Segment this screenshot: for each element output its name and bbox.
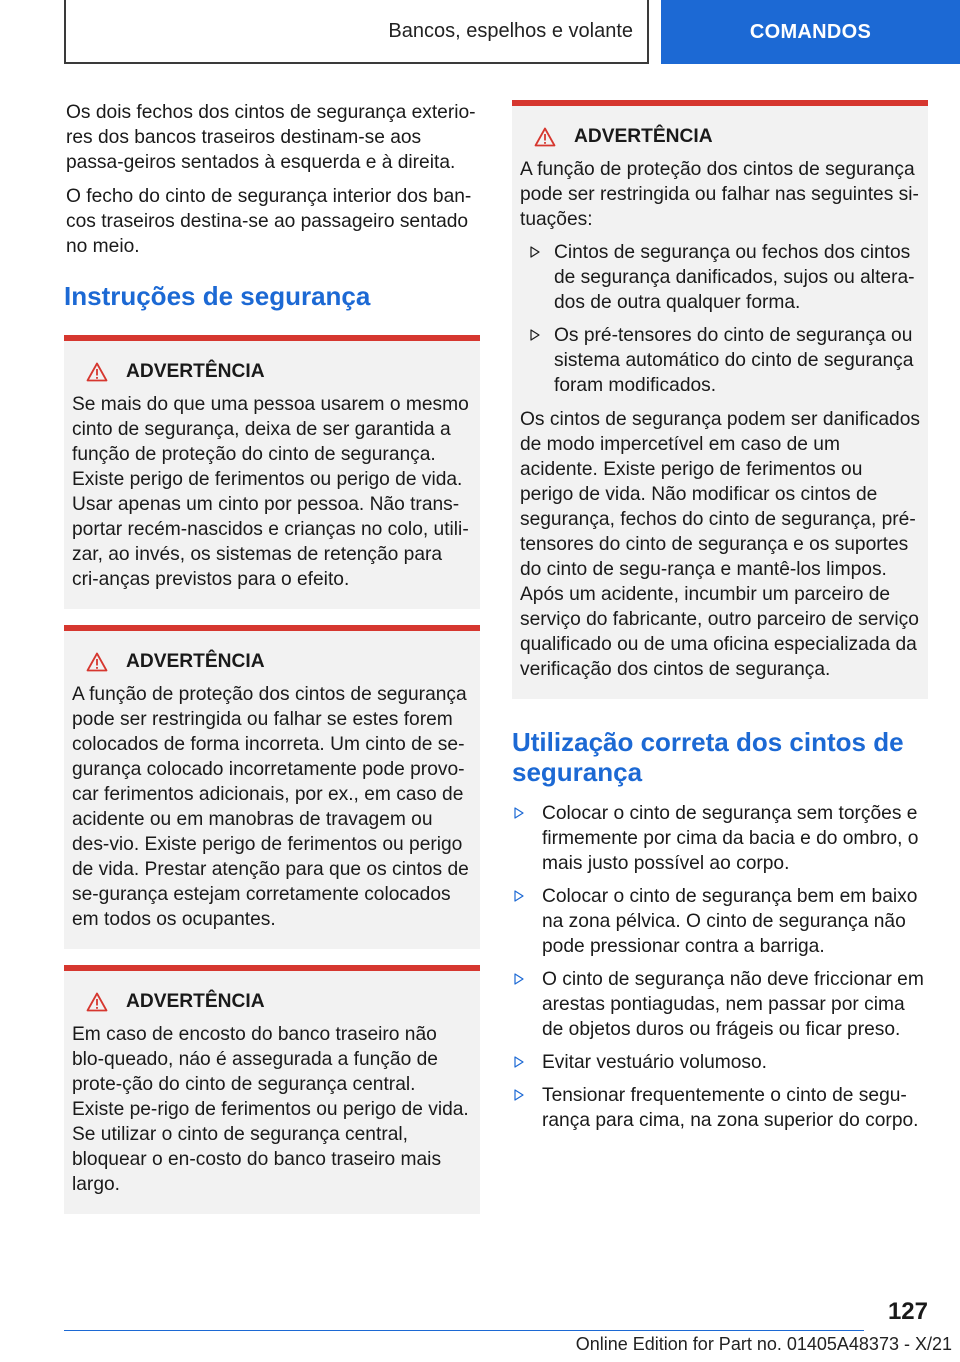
list-item-text: Tensionar frequentemente o cinto de segu-rança para cima, na zona superior do corpo.	[542, 1085, 919, 1131]
correct-use-list	[512, 801, 928, 1133]
warning-bullet-list	[520, 240, 920, 398]
list-item	[512, 1050, 928, 1075]
warning-title: ADVERTÊNCIA	[126, 991, 265, 1012]
footer-edition: Online Edition for Part no. 01405A48373 - X/21	[575, 1334, 952, 1354]
warning-header	[72, 359, 472, 384]
list-item-text: Evitar vestuário volumoso.	[542, 1052, 768, 1073]
left-column	[64, 100, 480, 1230]
intro-paragraph-1: Os dois fechos dos cintos de segurança exterio-res dos bancos traseiros destinam-se aos passa-geiros sentados à esquerda e à direita.	[66, 102, 476, 173]
page-number: 127	[887, 1298, 928, 1325]
header-chapter-label: COMANDOS	[749, 20, 872, 43]
list-item	[520, 240, 920, 315]
list-item	[512, 1083, 928, 1133]
footer-divider	[64, 1330, 864, 1331]
warning-triangle-icon	[534, 127, 556, 147]
header-section-box	[64, 0, 649, 64]
warning-title: ADVERTÊNCIA	[126, 361, 265, 382]
section-heading-correct-use: Utilização correta dos cintos de segurança	[512, 727, 904, 787]
warning-header	[520, 124, 920, 149]
warning-text: Os cintos de segurança podem ser danificados de modo impercetível em caso de um acidente. Existe perigo de ferimentos ou perigo de vida. Não modificar os cintos de segurança, fechos do cinto de segurança, pré-tensores do cinto de segurança e os suportes do cinto de segu-rança e mantê-los limpos. Após um acidente, incumbir um parceiro de serviço do fabricante, outro parceiro de serviço qualificado ou de uma oficina especializada da verificação dos cintos de segurança.	[520, 409, 920, 680]
header-chapter-tab[interactable]	[661, 0, 960, 64]
intro-paragraph-2: O fecho do cinto de segurança interior dos ban-cos traseiros destina-se ao passageiro sentado no meio.	[66, 186, 472, 257]
list-item	[512, 967, 928, 1042]
list-item	[512, 801, 928, 876]
header-section-title: Bancos, espelhos e volante	[388, 19, 633, 42]
warning-triangle-icon	[86, 992, 108, 1012]
list-item	[512, 884, 928, 959]
section-heading-safety: Instruções de segurança	[64, 281, 371, 311]
warning-header	[72, 649, 472, 674]
warning-text: A função de proteção dos cintos de segurança pode ser restringida ou falhar se estes forem colocados de forma incorreta. Um cinto de se-gurança colocado incorretamente pode provo-car ferimentos adicionais, por ex., em caso de acidente ou em manobras de travagem ou des-vio. Existe perigo de ferimentos ou perigo de vida. Prestar atenção para que os cintos de se-gurança estejam corretamente colocados em todos os ocupantes.	[72, 684, 469, 930]
warning-title: ADVERTÊNCIA	[574, 126, 713, 147]
list-item-text: Cintos de segurança ou fechos dos cintos de segurança danificados, sujos ou altera-dos de outra qualquer forma.	[554, 242, 915, 313]
intro-text	[64, 100, 480, 259]
list-item-text: Colocar o cinto de segurança bem em baixo na zona pélvica. O cinto de segurança não pode pressionar contra a barriga.	[542, 886, 918, 957]
warning-box-1	[64, 335, 480, 609]
warning-text: Se mais do que uma pessoa usarem o mesmo cinto de segurança, deixa de ser garantida a função de proteção do cinto de segurança. Existe perigo de ferimentos ou perigo de vida. Usar apenas um cinto por pessoa. Não trans-portar recém-nascidos e crianças no colo, utili-zar, ao invés, os sistemas de retenção para cri-anças previstos para o efeito.	[72, 394, 469, 590]
warning-text: Em caso de encosto do banco traseiro não blo-queado, náo é assegurada a função de prote-ção do cinto de segurança central. Existe pe-rigo de ferimentos ou perigo de vida. Se utilizar o cinto de segurança central, bloquear o en-costo do banco traseiro mais largo.	[72, 1024, 469, 1195]
warning-box-4	[512, 100, 928, 699]
warning-triangle-icon	[86, 652, 108, 672]
list-item-text: Colocar o cinto de segurança sem torções e firmemente por cima da bacia e do ombro, o mais justo possível ao corpo.	[542, 803, 919, 874]
list-item-text: Os pré-tensores do cinto de segurança ou sistema automático do cinto de segurança foram modificados.	[554, 325, 914, 396]
warning-title: ADVERTÊNCIA	[126, 651, 265, 672]
list-item	[520, 323, 920, 398]
warning-box-3	[64, 965, 480, 1214]
warning-intro: A função de proteção dos cintos de segurança pode ser restringida ou falhar nas seguintes si-tuações:	[520, 159, 919, 230]
right-column	[512, 100, 928, 1142]
list-item-text: O cinto de segurança não deve friccionar em arestas pontiagudas, nem passar por cima de objetos duros ou frágeis ou ficar preso.	[542, 969, 924, 1040]
warning-triangle-icon	[86, 362, 108, 382]
warning-header	[72, 989, 472, 1014]
warning-box-2	[64, 625, 480, 949]
